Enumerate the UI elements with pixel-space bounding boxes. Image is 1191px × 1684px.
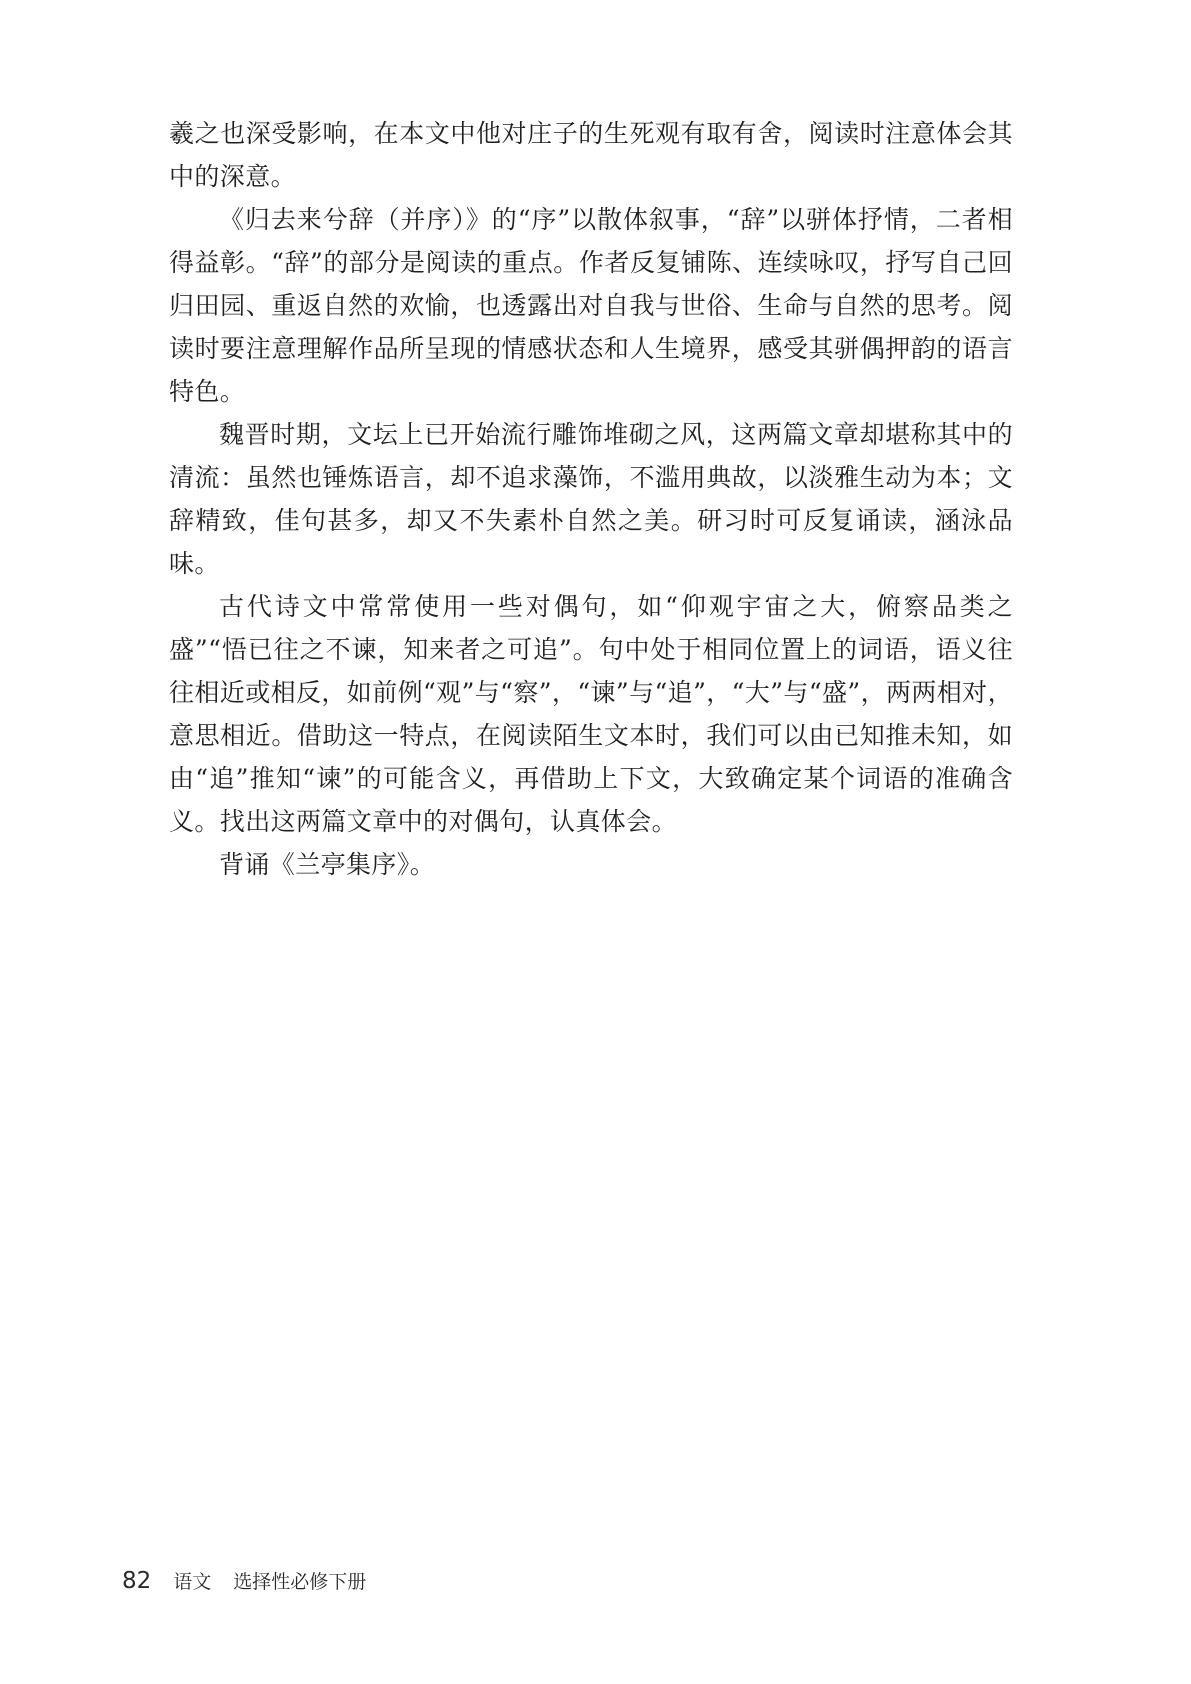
book-volume: 选择性必修下册 — [233, 1571, 367, 1593]
paragraph-recite-task: 背诵《兰亭集序》。 — [219, 850, 436, 879]
page-footer — [122, 1567, 366, 1594]
paragraph-continuation: 羲之也深受影响，在本文中他对庄子的生死观有取有舍，阅读时注意体会其中的深意。 — [169, 119, 1013, 191]
paragraph-parallel-sentences: 古代诗文中常常使用一些对偶句，如“仰观宇宙之大，俯察品类之盛”“悟已往之不谏，知来者之可追”。句中处于相同位置上的词语，语义往往相近或相反，如前例“观”与“察”，“谏”与“追”，“大”与“盛”，两两相对，意思相近。借助这一特点，在阅读陌生文本时，我们可以由已知推未知，如由“追”推知“谏”的可能含义，再借助上下文，大致确定某个词语的准确含义。找出这两篇文章中的对偶句，认真体会。 — [169, 592, 1013, 836]
book-subject: 语文 — [173, 1571, 212, 1593]
paragraph-guiqulaixici: 《归去来兮辞（并序）》的“序”以散体叙事，“辞”以骈体抒情，二者相得益彰。“辞”的部分是阅读的重点。作者反复铺陈、连续咏叹，抒写自己回归田园、重返自然的欢愉，也透露出对自我与世俗、生命与自然的思考。阅读时要注意理解作品所呈现的情感状态和人生境界，感受其骈偶押韵的语言特色。 — [169, 205, 1013, 406]
page-body — [169, 112, 1013, 886]
paragraph-weijin-style: 魏晋时期，文坛上已开始流行雕饰堆砌之风，这两篇文章却堪称其中的清流：虽然也锤炼语言，却不追求藻饰，不滥用典故，以淡雅生动为本；文辞精致，佳句甚多，却又不失素朴自然之美。研习时可反复诵读，涵泳品味。 — [169, 420, 1013, 578]
page-number: 82 — [122, 1568, 152, 1594]
